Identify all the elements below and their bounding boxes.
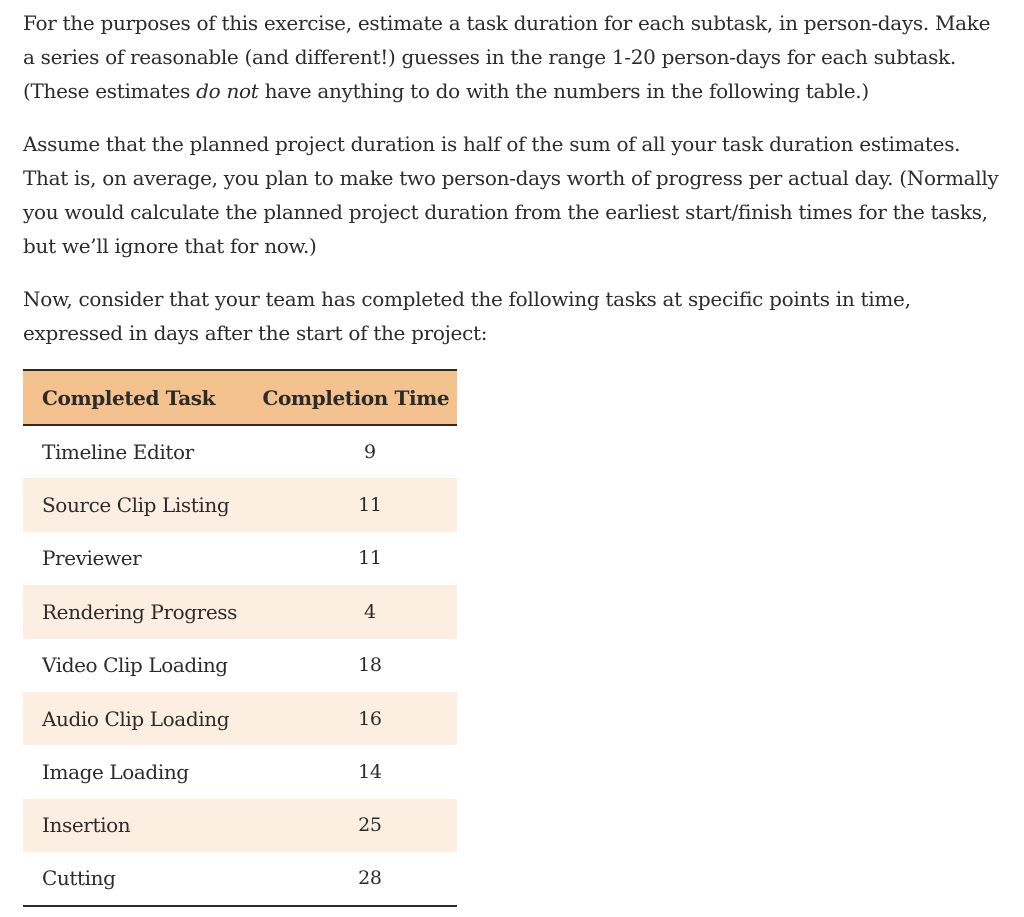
paragraph-1-end: have anything to do with the numbers in the following table.): [258, 79, 869, 103]
task-name: Previewer: [42, 546, 142, 571]
table-row: [23, 585, 457, 638]
completion-time: 16: [358, 707, 382, 730]
completed-tasks-table: [23, 369, 457, 907]
completion-time: 28: [358, 867, 382, 890]
task-name: Rendering Progress: [42, 599, 237, 624]
task-name: Source Clip Listing: [42, 493, 230, 518]
task-name: Audio Clip Loading: [42, 706, 230, 731]
header-completion-time: Completion Time: [262, 385, 450, 410]
completion-time: 11: [358, 494, 382, 517]
table-row: [23, 692, 457, 745]
header-completed-task: Completed Task: [42, 385, 216, 410]
completion-time: 11: [358, 547, 382, 570]
completion-time: 18: [358, 654, 382, 677]
table-row: [23, 478, 457, 531]
emphasis-do-not: do not: [196, 79, 259, 103]
paragraph-planned-duration: Assume that the planned project duration is half of the sum of all your task duration estimates. That is, on average, you plan to make two person-days worth of progress per actual day. (Normally you would calculate the planned project duration from the earliest start/finish times for the tasks, but we’ll ignore that for now.): [23, 132, 999, 258]
table-row: [23, 639, 457, 692]
completion-time: 25: [358, 814, 382, 837]
paragraph-estimate-durations: [23, 6, 1003, 108]
completion-time: 9: [364, 441, 376, 464]
paragraph-completed-tasks-intro: Now, consider that your team has completed the following tasks at specific points in time, expressed in days after the start of the project:: [23, 287, 911, 345]
table-row: [23, 745, 457, 798]
task-name: Timeline Editor: [42, 440, 194, 465]
table-row: [23, 532, 457, 585]
instructions-text: [23, 6, 1003, 350]
table-row: [23, 799, 457, 852]
table-header-row: [23, 370, 457, 425]
paragraph-1-start: For the purposes of this exercise, estimate a task duration for each subtask, in person-days. Make a series of reasonable (and different!) guesses in the range 1-20 person-days for each subtask. (These estimates: [23, 11, 991, 103]
table-row: [23, 425, 457, 478]
task-name: Video Clip Loading: [42, 653, 228, 678]
completion-time: 4: [364, 600, 376, 623]
completion-time: 14: [358, 761, 382, 784]
table-row: [23, 852, 457, 905]
task-name: Cutting: [42, 866, 116, 891]
task-name: Insertion: [42, 813, 131, 838]
task-name: Image Loading: [42, 760, 189, 785]
